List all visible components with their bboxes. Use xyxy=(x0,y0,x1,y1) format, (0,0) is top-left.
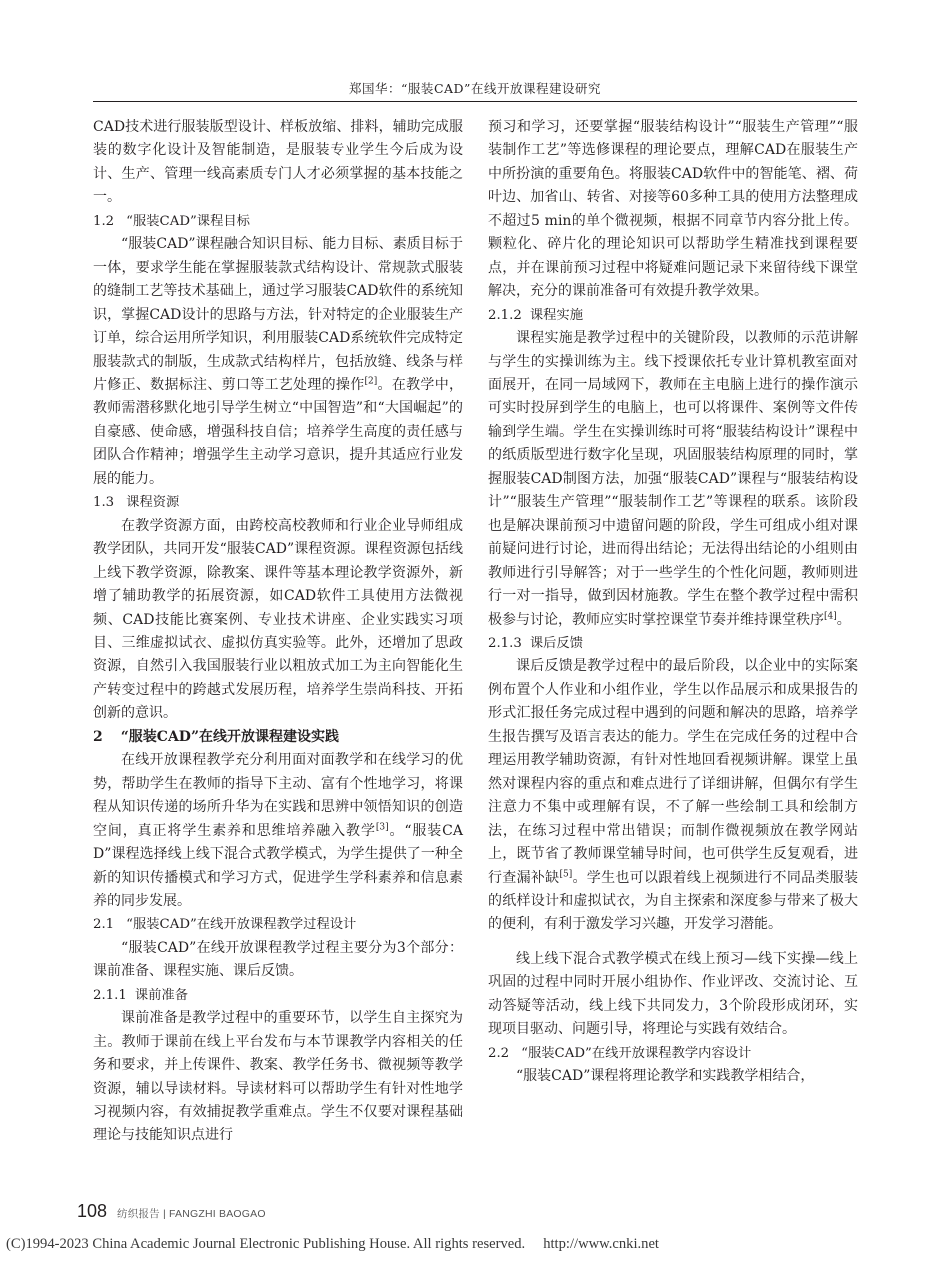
paragraph: 预习和学习，还要掌握“服装结构设计”“服装生产管理”“服装制作工艺”等选修课程的理论要点，理解CAD在服装生产中所扮演的重要角色。将服装CAD软件中的智能笔、褶、荷叶边、加省山、转省、对接等60多种工具的使用方法整理成不超过5 min的单个微视频，根据不同章节内容分批上传。颗粒化、碎片化的理论知识可以帮助学生精准找到课程要点，并在课前预习过程中将疑难问题记录下来留待线下课堂解决，充分的课前准备可有效提升教学效果。 xyxy=(488,119,858,300)
section-number: 2.1 xyxy=(93,917,115,933)
paragraph: CAD技术进行服装版型设计、样板放缩、排料，辅助完成服装的数字化设计及智能制造，是服装专业学生今后成为设计、生产、管理一线高素质专门人才必须掌握的基本技能之一。 xyxy=(93,119,463,206)
copyright-text: (C)1994-2023 China Academic Journal Electronic Publishing House. All rights reserved. xyxy=(6,1236,526,1252)
paragraph: “服装CAD”在线开放课程教学过程主要分为3个部分：课前准备、课程实施、课后反馈。 xyxy=(93,939,463,980)
section-title: 课前准备 xyxy=(134,987,189,1003)
section-heading-2-2 xyxy=(488,1042,858,1065)
paragraph: “服装CAD”课程将理论教学和实践教学相结合， xyxy=(516,1068,815,1085)
section-heading-1-3 xyxy=(93,491,463,514)
section-number: 2.1.3 xyxy=(488,635,522,651)
paragraph: 在教学资源方面，由跨校高校教师和行业企业导师组成教学团队，共同开发“服装CAD”课程资源。课程资源包括线上线下教学资源，除教案、课件等基本理论教学资源外，新增了辅助教学的拓展资源，如CAD软件工具使用方法微视频、CAD技能比赛案例、专业技术讲座、企业实践实习项目、三维虚拟试衣、虚拟仿真实验等。此外，还增加了思政资源，自然引入我国服装行业以粗放式加工为主向智能化生产转变过程中的跨越式发展历程，培养学生崇尚科技、开拓创新的意识。 xyxy=(93,517,463,722)
publisher-url: http://www.cnki.net xyxy=(543,1236,659,1252)
section-title: “服装CAD”在线开放课程建设实践 xyxy=(120,728,340,745)
section-heading-2-1-3 xyxy=(488,632,858,655)
paragraph-text: “服装CAD”课程融合知识目标、能力目标、素质目标于一体，要求学生能在掌握服装款式结构设计、常规款式服装的缝制工艺等技术基础上，通过学习服装CAD软件的系统知识，掌握CAD设计的思路与方法，针对特定的企业服装生产订单，综合运用所学知识，利用服装CAD系统软件完成特定服装款式的制版，生成款式结构样片，包括放缝、线条与样片修正、数据标注、剪口等工艺处理的操作 xyxy=(93,236,463,393)
citation-ref: [5] xyxy=(559,868,573,879)
paragraph-text: 课程实施是教学过程中的关键阶段，以教师的示范讲解与学生的实操训练为主。线下授课依托专业计算机教室面对面展开，在同一局域网下，教师在主电脑上进行的操作演示可实时投屏到学生的电脑上，也可以将课件、案例等文件传输到学生端。学生在实操训练时可将“服装结构设计”课程中的纸质版型进行数字化呈现，巩固服装结构原理的同时，掌握服装CAD制图方法，加强“服装CAD”课程与“服装结构设计”“服装生产管理”“服装制作工艺”等课程的联系。该阶段也是解决课前预习中遗留问题的阶段，学生可组成小组对课前疑问进行讨论，进而得出结论；无法得出结论的小组则由教师进行引导解答；对于一些学生的个性化问题，教师则进行一对一指导，做到因材施教。学生在整个教学过程中需积极参与讨论，教师应实时掌控课堂节奏并维持课堂秩序 xyxy=(488,330,858,628)
journal-name: 纺织报告 | FANGZHI BAOGAO xyxy=(117,1208,266,1220)
header-rule xyxy=(93,101,857,102)
section-heading-2-1 xyxy=(93,913,463,936)
paragraph xyxy=(93,749,463,913)
section-heading-2-1-1 xyxy=(93,984,463,1007)
section-number: 2.1.1 xyxy=(93,987,127,1003)
paragraph: 课前准备是教学过程中的重要环节，以学生自主探究为主。教师于课前在线上平台发布与本节课教学内容相关的任务和要求，并上传课件、教案、教学任务书、微视频等教学资源，辅以导读材料。导读材料可以帮助学生有针对性地学习视频内容，有效捕捉教学重难点。学生不仅要对课程基础理论与技能知识点进行 xyxy=(93,1010,463,1144)
page-footer xyxy=(77,1201,266,1222)
section-heading-1-2 xyxy=(93,210,463,233)
section-number: 1.2 xyxy=(93,213,115,229)
section-number: 2 xyxy=(93,728,103,745)
citation-ref: [4] xyxy=(824,610,837,621)
paragraph-text: 课后反馈是教学过程中的最后阶段，以企业中的实际案例布置个人作业和小组作业，学生以作品展示和成果报告的形式汇报任务完成过程中遇到的问题和解决的思路，培养学生报告撰写及语言表达的能力。学生在完成任务的过程中合理运用教学辅助资源，有针对性地回看视频讲解。课堂上虽然对课程内容的重点和难点进行了详细讲解，但偶尔有学生注意力不集中或理解有误，不了解一些绘制工具和绘制方法，在练习过程中常出错误；而制作微视频放在教学网站上，既节省了教师课堂辅导时间，也可供学生反复观看，进行查漏补缺 xyxy=(488,658,858,886)
paragraph-text: 。“服装CAD”课程选择线上线下混合式教学模式，为学生提供了一种全新的知识传播模式和学习方式，促进学生学科素养和信息素养的同步发展。 xyxy=(93,822,464,909)
left-column xyxy=(93,116,463,1148)
paragraph-text: 在线开放课程教学充分利用面对面教学和在线学习的优势，帮助学生在教师的指导下主动、富有个性地学习，将课程从知识传递的场所升华为在实践和思辨中领悟知识的创造空间，真正将学生素养和思维培养融入教学 xyxy=(93,752,463,839)
citation-ref: [3] xyxy=(375,821,389,832)
section-heading-2 xyxy=(93,726,463,749)
paragraph-text: 。 xyxy=(836,611,851,628)
section-number: 1.3 xyxy=(93,495,115,511)
running-head: 郑国华：“服装CAD”在线开放课程建设研究 xyxy=(349,81,601,96)
page-number: 108 xyxy=(77,1201,108,1221)
citation-ref: [2] xyxy=(364,376,378,387)
section-number: 2.2 xyxy=(488,1045,510,1061)
paragraph-gap xyxy=(488,937,858,948)
paragraph xyxy=(488,327,858,632)
section-title: “服装CAD”在线开放课程教学内容设计 xyxy=(521,1045,752,1061)
section-title: “服装CAD”在线开放课程教学过程设计 xyxy=(126,917,357,933)
paragraph: 线上线下混合式教学模式在线上预习—线下实操—线上巩固的过程中同时开展小组协作、作业评改、交流讨论、互动答疑等活动，线上线下共同发力，3个阶段形成闭环，实现项目驱动、问题引导，将理论与实践有效结合。 xyxy=(488,950,858,1038)
paragraph xyxy=(93,233,463,491)
section-title: 课后反馈 xyxy=(529,635,584,651)
section-title: 课程实施 xyxy=(529,307,584,323)
paragraph xyxy=(488,655,858,936)
section-heading-2-1-2 xyxy=(488,304,858,327)
right-column xyxy=(488,116,858,1089)
copyright-notice xyxy=(6,1236,946,1253)
section-title: 课程资源 xyxy=(126,495,180,511)
section-title: “服装CAD”课程目标 xyxy=(126,213,250,229)
section-number: 2.1.2 xyxy=(488,307,522,323)
paragraph-text: 。学生也可以跟着线上视频进行不同品类服装的纸样设计和虚拟试衣，为自主探索和深度参与带来了极大的便利，有利于激发学习兴趣，开发学习潜能。 xyxy=(488,869,859,933)
paragraph-text: 。在教学中，教师需潜移默化地引导学生树立“中国智造”和“大国崛起”的自豪感、使命感，增强科技自信；培养学生高度的责任感与团队合作精神；增强学生主动学习意识，提升其适应行业发展的能力。 xyxy=(93,376,464,487)
